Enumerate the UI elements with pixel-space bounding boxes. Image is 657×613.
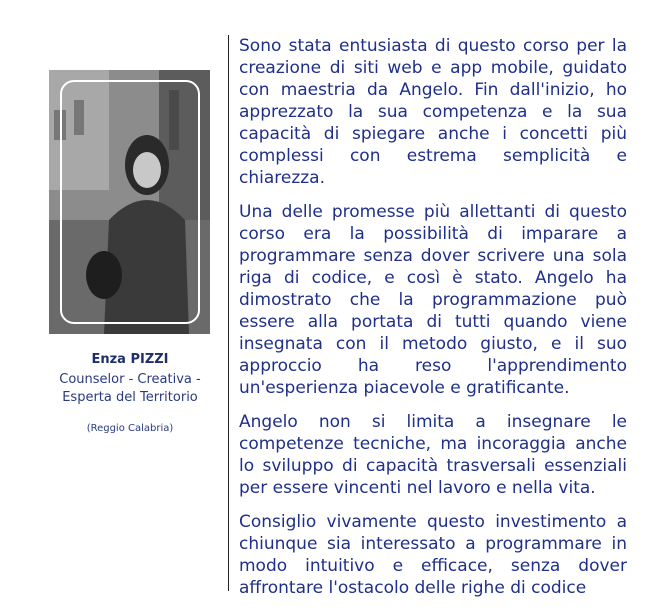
photo-frame xyxy=(60,80,200,324)
profile-role-line-2: Esperta del Territorio xyxy=(62,390,198,405)
profile-location: (Reggio Calabria) xyxy=(86,423,174,434)
profile-column xyxy=(40,0,220,613)
testimonial-paragraph-3: Angelo non si limita a insegnare le competenze tecniche, ma incoraggia anche lo sviluppo di capacità trasversali essenziali per essere vincenti nel lavoro e nella vita. xyxy=(239,412,627,498)
testimonial-text xyxy=(239,35,627,611)
vertical-divider xyxy=(228,35,229,591)
profile-name: Enza PIZZI xyxy=(91,352,169,367)
profile-role xyxy=(40,371,220,407)
testimonial-paragraph-4: Consiglio vivamente questo investimento a chiunque sia interessato a programmare in modo intuitivo e efficace, senza dover affrontare l'ostacolo delle righe di codice xyxy=(239,512,627,598)
profile-role-line-1: Counselor - Creativa - xyxy=(59,372,201,387)
testimonial-paragraph-2: Una delle promesse più allettanti di questo corso era la possibilità di imparare a programmare senza dover scrivere una sola riga di codice, e così è stato. Angelo ha dimostrato che la programmazione può essere alla portata di tutti quando viene insegnata con il metodo giusto, e il suo approccio ha reso l'apprendimento un'esperienza piacevole e gratificante. xyxy=(239,202,627,398)
testimonial-paragraph-1: Sono stata entusiasta di questo corso per la creazione di siti web e app mobile, guidato con maestria da Angelo. Fin dall'inizio, ho apprezzato la sua competenza e la sua capacità di spiegare anche i concetti più complessi con estrema semplicità e chiarezza. xyxy=(239,36,627,188)
